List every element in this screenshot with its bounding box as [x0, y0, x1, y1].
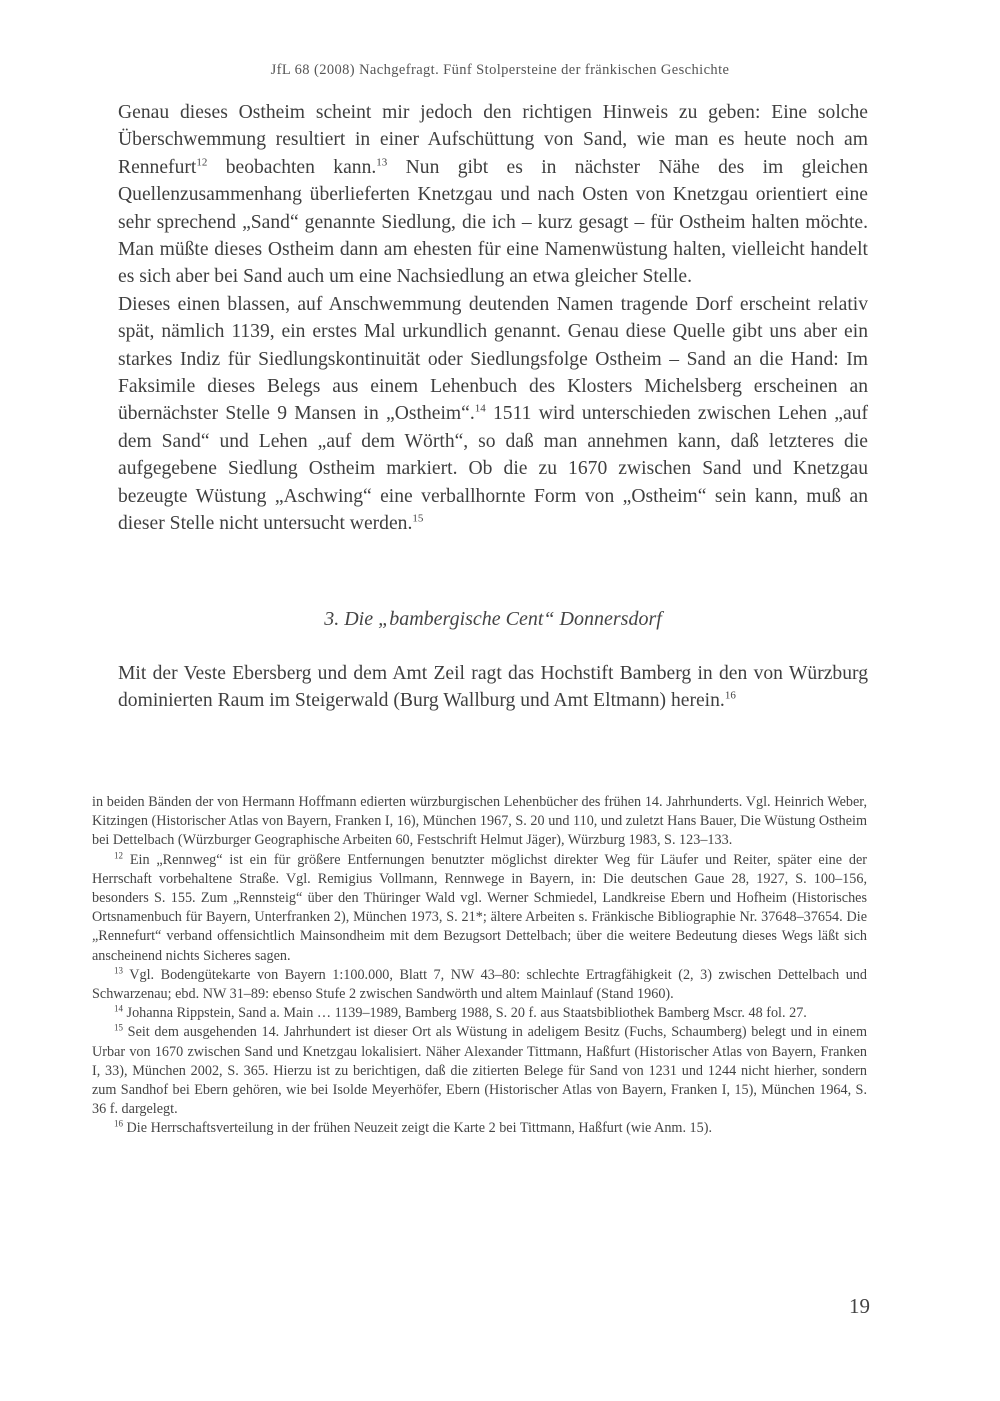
footnote-14: [92, 1004, 867, 1023]
footnote-number: 12: [114, 849, 123, 860]
paragraph: [118, 660, 868, 715]
paragraph-text: 1511 wird unterschieden zwischen Lehen „auf dem Sand“ und Lehen „auf dem Wörth“, so daß man annehmen kann, daß letzteres die aufgegebene Siedlung Ostheim markiert. Ob die zu 1670 zwischen Sand und Knetzgau bezeugte Wüstung „Aschwing“ eine verballhornte Form von „Ostheim“ sein kann, muß an dieser Stelle nicht untersucht werden.: [118, 403, 868, 535]
footnote-ref[interactable]: 16: [724, 689, 736, 702]
paragraph: [118, 291, 868, 538]
footnote-number: 15: [114, 1022, 123, 1033]
page-number: 19: [849, 1294, 870, 1318]
footnote-12: [92, 851, 867, 966]
footnote-number: 13: [114, 965, 123, 976]
footnote-13: [92, 966, 867, 1004]
footnote-ref[interactable]: 12: [196, 156, 208, 169]
paragraph-text: Dieses einen blassen, auf Anschwemmung deutenden Namen tragende Dorf erscheint relativ spät, nämlich 1139, ein erstes Mal urkundlich genannt. Genau diese Quelle gibt uns aber ein starkes Indiz für Siedlungskontinuität oder Siedlungsfolge Ostheim – Sand an die Hand: Im Faksimile dieses Belegs aus einem Lehenbuch des Klosters Michelsberg erscheinen an übernächster Stelle 9 Mansen in „Ostheim“.: [118, 293, 868, 425]
paragraph-text: beobachten kann.: [207, 156, 377, 178]
footnote-16: [92, 1119, 867, 1138]
footnote-ref[interactable]: 15: [412, 512, 424, 525]
section-heading: 3. Die „bambergische Cent“ Donnersdorf: [324, 608, 662, 630]
footnote-continuation: in beiden Bänden der von Hermann Hoffmann edierten würzburgischen Lehenbücher des frühen 14. Jahrhunderts. Vgl. Heinrich Weber, Kitzingen (Historischer Atlas von Bayern, Franken I, 16), München 1967, S. 20 und 110, und zuletzt Hans Bauer, Die Wüstung Ostheim bei Dettelbach (Würzburger Geographische Arbeiten 60, Festschrift Helmut Jäger), Würzburg 1983, S. 123–133.: [92, 794, 867, 849]
paragraph: [118, 99, 868, 291]
footnote-number: 14: [114, 1003, 123, 1014]
footnote-text: Vgl. Bodengütekarte von Bayern 1:100.000, Blatt 7, NW 43–80: schlechte Ertragfähigkeit (2, 3) zwischen Dettelbach und Schwarzenau; ebd. NW 31–89: ebenso Stufe 2 zwischen Sandwörth und altem Mainlauf (Stand 1960).: [92, 966, 867, 1003]
footnote-text: Die Herrschaftsverteilung in der frühen Neuzeit zeigt die Karte 2 bei Tittmann, Haßfurt (wie Anm. 15).: [123, 1120, 713, 1137]
paragraph-text: Nun gibt es in nächster Nähe des im gleichen Quellenzusammenhang überlieferten Knetzgau und nach Osten von Knetzgau orientiert eine sehr sprechend „Sand“ genannte Siedlung, die ich – kurz gesagt – für Ostheim halten möchte. Man müßte dieses Ostheim dann am ehesten für eine Namenwüstung halten, vielleicht handelt es sich aber bei Sand auch um eine Nachsiedlung an etwa gleicher Stelle.: [118, 156, 868, 288]
footnote-text: Ein „Rennweg“ ist ein für größere Entfernungen benutzter möglichst direkter Weg für Läufer und Reiter, später eine der Herrschaft vorbehaltene Straße. Vgl. Remigius Vollmann, Rennwege in Bayern, in: Die deutschen Gaue 28, 1927, S. 100–156, besonders S. 155. Zum „Rennsteig“ über den Thüringer Wald vgl. Werner Schmiedel, Landkreise Ebern und Hofheim (Historisches Ortsnamenbuch für Bayern, Unterfranken 2), München 1973, S. 21*; ältere Arbeiten s. Fränkische Bibliographie Nr. 37648–37654. Die „Rennefurt“ verband offensichtlich Mainsondheim mit dem Bezugsort Dettelbach; über die weitere Bedeutung dieses Wegs läßt sich anscheinend nichts Sicheres sagen.: [92, 851, 867, 964]
main-text-section-2: [118, 99, 868, 538]
main-text-section-3: [118, 660, 868, 715]
paragraph-text: Genau dieses Ostheim scheint mir jedoch den richtigen Hinweis zu geben: Eine solche Überschwemmung resultiert in einer Aufschüttung von Sand, wie man es heute noch am Rennefurt: [118, 102, 868, 178]
running-head: JfL 68 (2008) Nachgefragt. Fünf Stolpersteine der fränkischen Geschichte: [270, 62, 730, 78]
footnote-text: Johanna Rippstein, Sand a. Main … 1139–1989, Bamberg 1988, S. 20 f. aus Staatsbibliothek Bamberg Mscr. 48 fol. 27.: [123, 1005, 807, 1022]
footnote-number: 16: [114, 1118, 123, 1129]
footnotes: [92, 793, 867, 1139]
paragraph-text: Mit der Veste Ebersberg und dem Amt Zeil ragt das Hochstift Bamberg in den von Würzburg dominierten Raum im Steigerwald (Burg Wallburg und Amt Eltmann) herein.: [118, 663, 868, 712]
footnote-text: Seit dem ausgehenden 14. Jahrhundert ist dieser Ort als Wüstung in adeligem Besitz (Fuchs, Schaumberg) belegt und in einem Urbar von 1670 zwischen Sand und Knetzgau lokalisiert. Näher Alexander Tittmann, Haßfurt (Historischer Atlas von Bayern, Franken I, 33), München 2002, S. 365. Hierzu ist zu berichtigen, daß die zitierten Belege für Sand von 1231 und 1244 nicht hierher, sondern zum Sandhof bei Ebern gehören, wie bei Isolde Meyerhöfer, Ebern (Historischer Atlas von Bayern, Franken I, 15), München 1964, S. 36 f. dargelegt.: [92, 1024, 867, 1118]
footnote-ref[interactable]: 13: [376, 156, 388, 169]
footnote-15: [92, 1023, 867, 1119]
footnote-ref[interactable]: 14: [474, 402, 486, 415]
